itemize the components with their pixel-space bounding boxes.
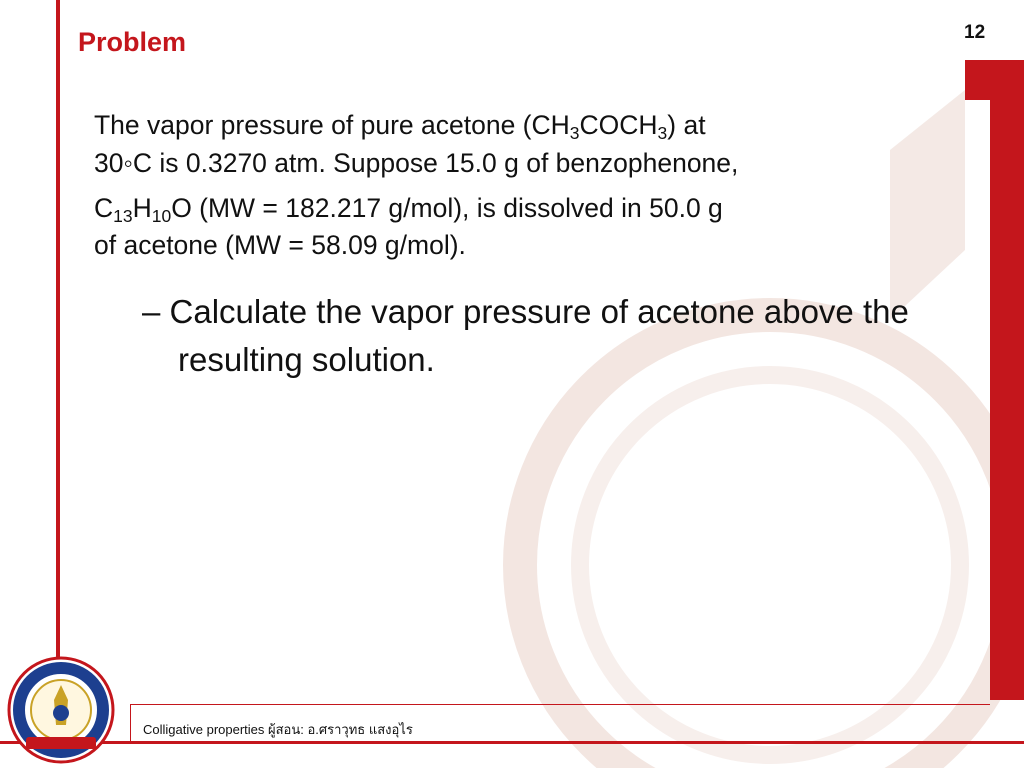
university-seal-logo xyxy=(6,655,116,765)
problem-line-1: The vapor pressure of pure acetone $(CH_3COCH_3)$ at xyxy=(94,110,706,143)
watermark-ring-inner xyxy=(580,375,960,755)
footer-caption: Colligative properties ผู้สอน: อ.ศราวุทธ แสงอุไร xyxy=(143,722,413,737)
problem-line-2: 30◦C is 0.3270 atm. Suppose 15.0 g of benzophenone, xyxy=(94,148,739,178)
page-number: 12 xyxy=(964,22,986,43)
bottom-red-rule xyxy=(0,741,1024,744)
footer-divider xyxy=(130,704,990,705)
sub-bullet-question: – Calculate the vapor pressure of acetone above the resulting solution. xyxy=(142,293,909,378)
slide-title: Problem xyxy=(78,27,187,57)
problem-line-4: of acetone (MW = 58.09 g/mol). xyxy=(94,230,466,260)
footer-divider-vertical xyxy=(130,704,131,741)
problem-line-3: $C_{13}H_{10}O$ (MW = 182.217 g/mol), is dissolved in 50.0 g xyxy=(94,193,723,226)
problem-statement xyxy=(94,112,974,268)
left-red-rule xyxy=(56,0,60,690)
